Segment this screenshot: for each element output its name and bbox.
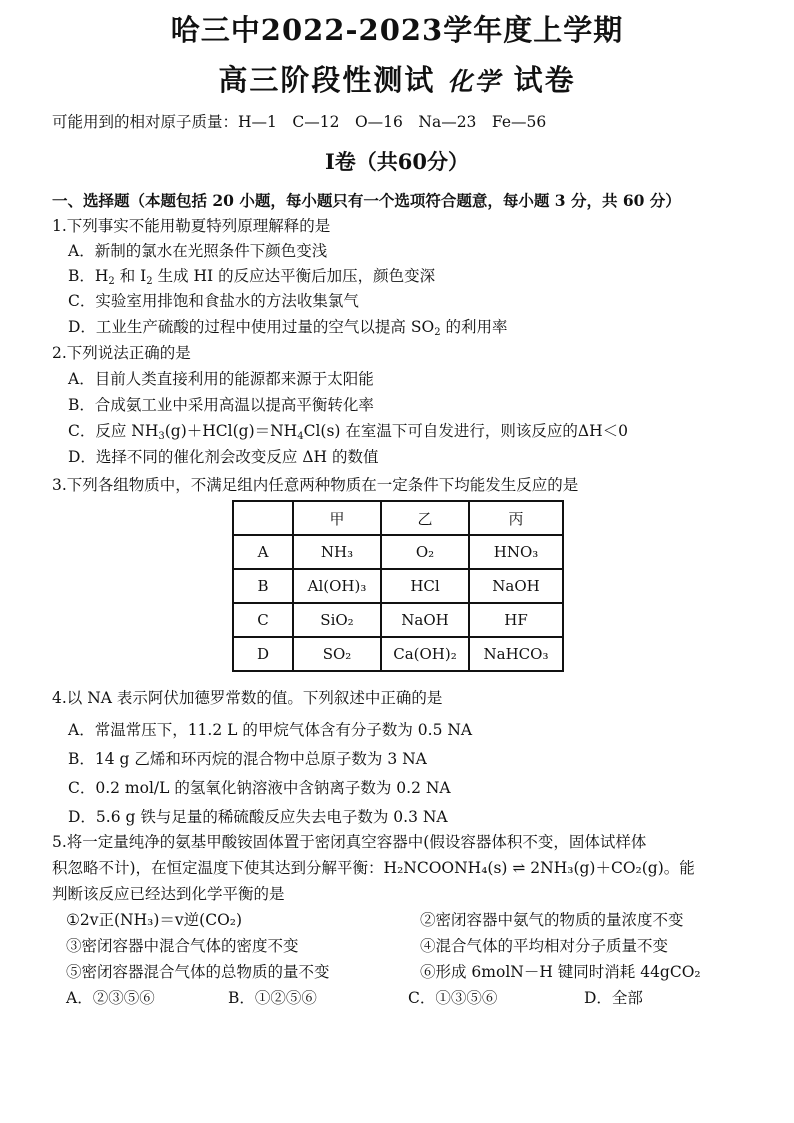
q4-option-d: D．5.6 g 铁与足量的稀硫酸反应失去电子数为 0.3 NA bbox=[68, 808, 448, 826]
q2-stem: 2.下列说法正确的是 bbox=[52, 344, 191, 362]
q3-cell: NaHCO₃ bbox=[469, 637, 563, 671]
q3-cell: B bbox=[233, 569, 293, 603]
q5-line-1: 5.将一定量纯净的氨基甲酸铵固体置于密闭真空容器中(假设容器体积不变，固体试样体 bbox=[52, 833, 647, 851]
q2-c-sub1: 3 bbox=[158, 431, 165, 442]
exam-subtitle bbox=[0, 58, 794, 99]
q1-option-b bbox=[68, 265, 435, 287]
q3-cell: D bbox=[233, 637, 293, 671]
q3-header-cell: 乙 bbox=[381, 501, 469, 535]
q4-option-b: B．14 g 乙烯和环丙烷的混合物中总原子数为 3 NA bbox=[68, 750, 427, 768]
q3-cell: SO₂ bbox=[293, 637, 381, 671]
q3-cell: C bbox=[233, 603, 293, 637]
q4-option-a: A．常温常压下，11.2 L 的甲烷气体含有分子数为 0.5 NA bbox=[68, 721, 473, 739]
q2-option-b: B．合成氨工业中采用高温以提高平衡转化率 bbox=[68, 396, 374, 414]
q5-statement-3: ③密闭容器中混合气体的密度不变 bbox=[66, 937, 299, 955]
q3-cell: Al(OH)₃ bbox=[293, 569, 381, 603]
q2-c-part1: C．反应 NH bbox=[68, 422, 159, 440]
q3-table-header-row bbox=[233, 501, 563, 535]
q1-stem: 1.下列事实不能用勒夏特列原理解释的是 bbox=[52, 217, 331, 235]
table-row bbox=[233, 637, 563, 671]
table-row bbox=[233, 603, 563, 637]
q2-c-sub2: 4 bbox=[297, 431, 304, 442]
q3-table bbox=[232, 500, 564, 672]
q1-b-sub1: 2 bbox=[108, 276, 115, 287]
exam-title: 哈三中2022-2023学年度上学期 bbox=[170, 13, 624, 47]
subtitle-text: 高三阶段性测试 bbox=[218, 63, 436, 97]
q4-option-c: C．0.2 mol/L 的氢氧化钠溶液中含钠离子数为 0.2 NA bbox=[68, 779, 451, 797]
q5-line-2: 积忽略不计)，在恒定温度下使其达到分解平衡：H₂NCOONH₄(s) ⇌ 2NH₃(g)＋CO₂(g)。能 bbox=[52, 859, 695, 877]
q1-b-part3: 生成 HI 的反应达平衡后加压，颜色变深 bbox=[152, 267, 436, 285]
subject-name: 化学 bbox=[447, 67, 502, 96]
q3-cell: A bbox=[233, 535, 293, 569]
q1-d-sub: 2 bbox=[434, 327, 441, 338]
q1-b-part1: B．H bbox=[68, 267, 109, 285]
q5-answer-c: C．①③⑤⑥ bbox=[408, 989, 498, 1007]
q3-stem: 3.下列各组物质中，不满足组内任意两种物质在一定条件下均能发生反应的是 bbox=[52, 476, 579, 494]
q3-cell: NaOH bbox=[469, 569, 563, 603]
q2-option-c bbox=[68, 420, 628, 442]
q2-c-part3: Cl(s) 在室温下可自发进行，则该反应的ΔH＜0 bbox=[303, 422, 628, 440]
q3-header-cell: 甲 bbox=[293, 501, 381, 535]
q1-option-d bbox=[68, 316, 508, 338]
q5-answer-b: B．①②⑤⑥ bbox=[228, 989, 317, 1007]
q1-b-part2: 和 I bbox=[114, 267, 147, 285]
subtitle-suffix: 试卷 bbox=[513, 63, 576, 97]
q3-cell: O₂ bbox=[381, 535, 469, 569]
q3-header-cell: 丙 bbox=[469, 501, 563, 535]
q5-statement-4: ④混合气体的平均相对分子质量不变 bbox=[420, 937, 669, 955]
q3-cell: SiO₂ bbox=[293, 603, 381, 637]
q5-answer-d: D．全部 bbox=[584, 989, 643, 1007]
q5-line-3: 判断该反应已经达到化学平衡的是 bbox=[52, 885, 285, 903]
q1-d-part1: D．工业生产硫酸的过程中使用过量的空气以提高 SO bbox=[68, 318, 435, 336]
part-heading: 一、选择题（本题包括 20 小题，每小题只有一个选项符合题意，每小题 3 分，共 60 分） bbox=[52, 191, 681, 210]
q5-answer-a: A．②③⑤⑥ bbox=[66, 989, 155, 1007]
q5-statement-2: ②密闭容器中氨气的物质的量浓度不变 bbox=[420, 911, 684, 929]
q1-b-sub2: 2 bbox=[146, 276, 153, 287]
table-row bbox=[233, 535, 563, 569]
q5-statement-1: ①2v正(NH₃)＝v逆(CO₂) bbox=[66, 911, 243, 929]
section-title: Ⅰ卷（共60分） bbox=[324, 149, 470, 174]
q1-d-part2: 的利用率 bbox=[440, 318, 508, 336]
q2-option-d: D．选择不同的催化剂会改变反应 ΔH 的数值 bbox=[68, 448, 379, 466]
q3-cell: NH₃ bbox=[293, 535, 381, 569]
q3-cell: NaOH bbox=[381, 603, 469, 637]
q2-option-a: A．目前人类直接利用的能源都来源于太阳能 bbox=[68, 370, 374, 388]
q5-statement-6: ⑥形成 6molN－H 键同时消耗 44gCO₂ bbox=[420, 963, 701, 981]
q3-cell: HF bbox=[469, 603, 563, 637]
q3-cell: HCl bbox=[381, 569, 469, 603]
q3-header-cell bbox=[233, 501, 293, 535]
q3-cell: HNO₃ bbox=[469, 535, 563, 569]
q4-stem: 4.以 NA 表示阿伏加德罗常数的值。下列叙述中正确的是 bbox=[52, 689, 443, 707]
q5-statement-5: ⑤密闭容器混合气体的总物质的量不变 bbox=[66, 963, 330, 981]
q1-option-a: A．新制的氯水在光照条件下颜色变浅 bbox=[68, 242, 328, 260]
q1-option-c: C．实验室用排饱和食盐水的方法收集氯气 bbox=[68, 292, 359, 310]
table-row bbox=[233, 569, 563, 603]
atomic-masses: 可能用到的相对原子质量：H—1 C—12 O—16 Na—23 Fe—56 bbox=[52, 113, 547, 131]
q3-cell: Ca(OH)₂ bbox=[381, 637, 469, 671]
q2-c-part2: (g)＋HCl(g)＝NH bbox=[164, 422, 298, 440]
